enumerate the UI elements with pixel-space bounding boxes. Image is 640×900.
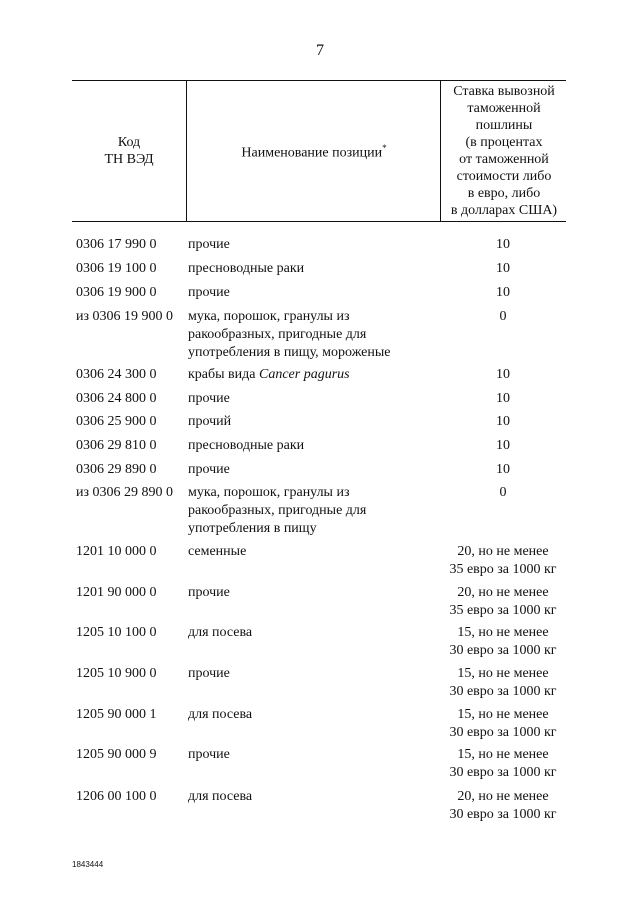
row-name-line: прочие — [188, 285, 230, 300]
row-rate-line: 20, но не менее — [457, 544, 549, 559]
row-name — [188, 390, 438, 408]
row-rate-line: 15, но не менее — [457, 747, 549, 762]
row-rate-line: 10 — [496, 414, 510, 429]
row-rate-line: 10 — [496, 462, 510, 477]
header-code — [72, 81, 186, 221]
row-name — [188, 437, 438, 455]
row-name — [188, 484, 438, 538]
row-name-line: прочие — [188, 391, 230, 406]
row-rate-line: 10 — [496, 367, 510, 382]
header-rate-line: в евро, либо — [467, 186, 541, 201]
header-name-label: Наименование позиции — [241, 145, 383, 161]
row-rate — [440, 260, 566, 278]
row-code: 1201 10 000 0 — [76, 544, 157, 559]
header-name — [186, 81, 441, 221]
row-code: 0306 25 900 0 — [76, 414, 157, 429]
row-name — [188, 706, 438, 724]
header-rate-line: (в процентах — [465, 135, 543, 150]
row-name-line: пресноводные раки — [188, 261, 305, 276]
row-rate-line: 15, но не менее — [457, 707, 549, 722]
row-code: 0306 17 990 0 — [76, 237, 157, 252]
row-rate-line: 10 — [496, 438, 510, 453]
row-code: 0306 24 300 0 — [76, 367, 157, 382]
row-rate-line: 20, но не менее — [457, 789, 549, 804]
row-rate — [440, 706, 566, 742]
row-name-line: прочие — [188, 237, 230, 252]
row-rate-line: 10 — [496, 391, 510, 406]
row-code: 1205 10 900 0 — [76, 666, 157, 681]
page-number: 7 — [316, 42, 324, 59]
row-rate-line: 0 — [499, 309, 507, 324]
row-name-line: прочие — [188, 585, 230, 600]
header-rate-line: таможенной — [467, 101, 541, 116]
row-name-line: для посева — [188, 625, 253, 640]
row-name — [188, 584, 438, 602]
row-rate — [440, 584, 566, 620]
row-rate — [440, 484, 566, 502]
row-rate — [440, 665, 566, 701]
row-rate — [440, 788, 566, 824]
row-rate — [440, 746, 566, 782]
row-rate-line: 10 — [496, 237, 510, 252]
row-rate-line: 35 евро за 1000 кг — [449, 603, 557, 618]
row-name — [188, 543, 438, 561]
header-rate-line: от таможенной — [459, 152, 549, 167]
row-name-species: Cancer pagurus — [258, 367, 350, 382]
table-header — [72, 80, 566, 222]
header-rate-line: пошлины — [475, 118, 533, 133]
row-rate-line: 30 евро за 1000 кг — [449, 684, 557, 699]
row-name-line: прочий — [188, 414, 232, 429]
row-rate-line: 15, но не менее — [457, 666, 549, 681]
row-code: из 0306 19 900 0 — [76, 309, 174, 324]
row-rate-line: 20, но не менее — [457, 585, 549, 600]
row-code: 0306 19 900 0 — [76, 285, 157, 300]
row-code: 1201 90 000 0 — [76, 585, 157, 600]
row-name — [188, 284, 438, 302]
row-name-line: ракообразных, пригодные для — [188, 503, 367, 518]
row-name-line: прочие — [188, 666, 230, 681]
row-name-line: для посева — [188, 707, 253, 722]
row-name — [188, 236, 438, 254]
row-name-line: мука, порошок, гранулы из — [188, 485, 350, 500]
row-name-line: пресноводные раки — [188, 438, 305, 453]
header-rate-line: Ставка вывозной — [453, 84, 555, 99]
row-name-line: для посева — [188, 789, 253, 804]
row-code: 0306 29 810 0 — [76, 438, 157, 453]
footnote-mark: * — [382, 143, 387, 154]
row-code: 1205 10 100 0 — [76, 625, 157, 640]
row-name-text: крабы вида — [188, 367, 259, 382]
row-rate — [440, 543, 566, 579]
row-name-line: ракообразных, пригодные для — [188, 327, 367, 342]
row-name — [188, 308, 438, 362]
row-rate — [440, 390, 566, 408]
row-name — [188, 260, 438, 278]
row-rate-line: 10 — [496, 285, 510, 300]
row-rate-line: 30 евро за 1000 кг — [449, 765, 557, 780]
row-name-line: прочие — [188, 747, 230, 762]
header-rate-line: стоимости либо — [456, 169, 552, 184]
row-rate-line: 35 евро за 1000 кг — [449, 562, 557, 577]
row-rate-line: 30 евро за 1000 кг — [449, 807, 557, 822]
row-name-line: прочие — [188, 462, 230, 477]
row-rate — [440, 308, 566, 326]
row-name-line: семенные — [188, 544, 247, 559]
row-rate — [440, 366, 566, 384]
row-name — [188, 366, 438, 384]
row-rate-line: 0 — [499, 485, 507, 500]
header-code-line: ТН ВЭД — [104, 152, 154, 167]
row-rate — [440, 437, 566, 455]
row-code: 1205 90 000 9 — [76, 747, 157, 762]
row-code: из 0306 29 890 0 — [76, 485, 174, 500]
row-rate — [440, 236, 566, 254]
row-name-line: употребления в пищу, мороженые — [188, 345, 391, 360]
row-name — [188, 665, 438, 683]
row-rate — [440, 461, 566, 479]
row-name — [188, 788, 438, 806]
row-code: 1206 00 100 0 — [76, 789, 157, 804]
row-rate-line: 15, но не менее — [457, 625, 549, 640]
row-code: 0306 19 100 0 — [76, 261, 157, 276]
header-rate — [440, 81, 567, 221]
row-code: 0306 29 890 0 — [76, 462, 157, 477]
row-code: 1205 90 000 1 — [76, 707, 157, 722]
document-id: 1843444 — [72, 860, 104, 869]
row-name — [188, 413, 438, 431]
row-name-line: мука, порошок, гранулы из — [188, 309, 350, 324]
header-code-line: Код — [117, 135, 141, 150]
row-name-line: употребления в пищу — [188, 521, 317, 536]
row-code: 0306 24 800 0 — [76, 391, 157, 406]
row-rate-line: 30 евро за 1000 кг — [449, 725, 557, 740]
header-rate-line: в долларах США) — [450, 203, 558, 218]
row-rate — [440, 284, 566, 302]
row-name — [188, 461, 438, 479]
row-name — [188, 624, 438, 642]
row-name — [188, 746, 438, 764]
row-rate-line: 30 евро за 1000 кг — [449, 643, 557, 658]
row-rate — [440, 624, 566, 660]
row-rate-line: 10 — [496, 261, 510, 276]
row-rate — [440, 413, 566, 431]
